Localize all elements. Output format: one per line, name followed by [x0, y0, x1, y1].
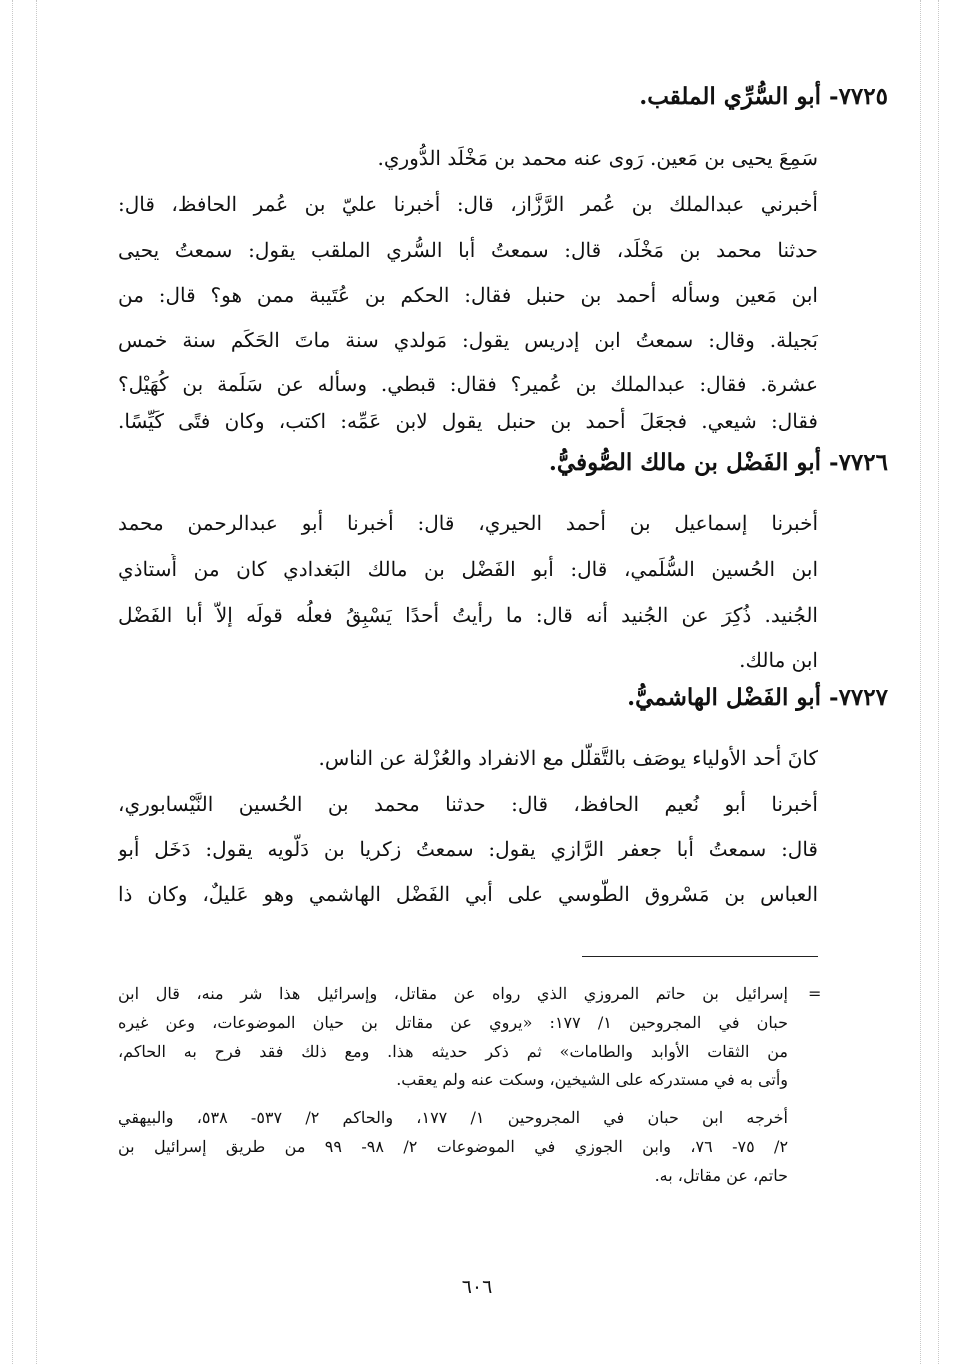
- text-line: ابن الحُسين السُّلَمي، قال: أبو الفَضْل بن مالك البَغدادي كان من أُستاذي: [118, 557, 818, 581]
- footnote-line: حبان في المجروحين ١/ ١٧٧: «يروي عن مقاتل بن حيان الموضوعات، وعن غيره: [118, 1013, 788, 1032]
- footnote-line: ٢/ ٧٥- ٧٦، وابن الجوزي في الموضوعات ٢/ ٩٨- ٩٩ من طريق إسرائيل بن: [118, 1137, 788, 1156]
- entry-heading: ٧٧٢٦- أبو الفَضْل بن مالك الصُّوفيُّ.: [548, 449, 888, 476]
- footnote-line: أخرجه ابن حبان في المجروحين ١/ ١٧٧، والحاكم ٢/ ٥٣٧- ٥٣٨، والبيهقي: [118, 1108, 788, 1127]
- text-line: كانَ أحد الأولياء يوصَف بالتَّقلُّل مع الانفراد والعُزْلة عن الناس.: [318, 746, 818, 770]
- text-line: بَجيلة. وقال: سمعتُ ابن إدريس يقول: مَولدي سنة ماتَ الحَكَم سنة خمس: [118, 328, 818, 352]
- page-number: ٦٠٦: [461, 1276, 493, 1298]
- scan-edge-line: [920, 0, 921, 1364]
- text-line: أخبرنا إسماعيل بن أحمد الحيري، قال: أخبرنا أبو عبدالرحمن محمد: [118, 511, 818, 535]
- entry-heading: ٧٧٢٧- أبو الفَضْل الهاشميُّ.: [627, 684, 888, 711]
- footnote-line: وأتى به في مستدركه على الشيخين، وسكت عنه ولم يعقب.: [396, 1070, 788, 1089]
- text-line: ابن مَعين وسأله أحمد بن حنبل فقال: الحكم بن عُتَيبة ممن هو؟ قال: من: [118, 283, 818, 307]
- footnote-separator: [582, 956, 818, 957]
- text-line: أخبرنا أبو نُعيم الحافظ، قال: حدثنا محمد بن الحُسين النَّيْسابوري،: [118, 792, 818, 816]
- text-line: أخبرني عبدالملك بن عُمر الرَّزَّاز، قال: أخبرنا عليّ بن عُمر الحافظ، قال:: [118, 192, 818, 216]
- scan-edge-line: [36, 0, 37, 1364]
- footnote-line: حاتم، عن مقاتل، به.: [654, 1166, 788, 1185]
- text-line: عشرة. فقال: عبدالملك بن عُمير؟ فقال: قبطي. وسأله عن سَلَمة بن كُهَيْل؟: [118, 372, 818, 396]
- text-line: العباس بن مَسْروق الطُّوسي على أبي الفَضْل الهاشمي وهو عَليلٌ، وكان ذا: [118, 882, 818, 906]
- footnote-line: من الثقات الأوابد والطامات» ثم ذكر حديثه هذا. ومع ذلك فقد فرح به الحاكم،: [118, 1042, 788, 1061]
- text-line: قال: سمعتُ أبا جعفر الرَّازي يقول: سمعتُ زكريا بن دَلُّويه يقول: دَخَل أبو: [118, 837, 818, 861]
- text-line: فقال: شيعي. فجعَلَ أحمد بن حنبل يقول لابن عَمِّه: اكتب، وكان فتًى كَيِّسًا.: [118, 409, 818, 433]
- text-line: ابن مالك.: [739, 648, 818, 672]
- text-line: حدثنا محمد بن مَخْلَد، قال: سمعتُ أبا السُّري الملقب يقول: سمعتُ يحيى: [118, 238, 818, 262]
- footnote-continuation-marker: =: [808, 984, 822, 1003]
- entry-heading: ٧٧٢٥- أبو السُّرِّي الملقب.: [639, 83, 888, 110]
- scan-edge-line: [938, 0, 939, 1364]
- scan-edge-line: [12, 0, 13, 1364]
- text-line: سَمِعَ يحيى بن مَعين. رَوى عنه محمد بن مَخْلَد الدُّوري.: [377, 146, 818, 170]
- footnote-line: إسرائيل بن حاتم المروزي الذي رواه عن مقاتل، وإسرائيل هذا شر منه، قال ابن: [118, 984, 788, 1003]
- text-line: الجُنيد. ذُكِرَ عن الجُنيد أنه قال: ما رأيتُ أحدًا يَسْبِقُ فعلُه قولَه إلاّ أبا الفَضْل: [118, 603, 818, 627]
